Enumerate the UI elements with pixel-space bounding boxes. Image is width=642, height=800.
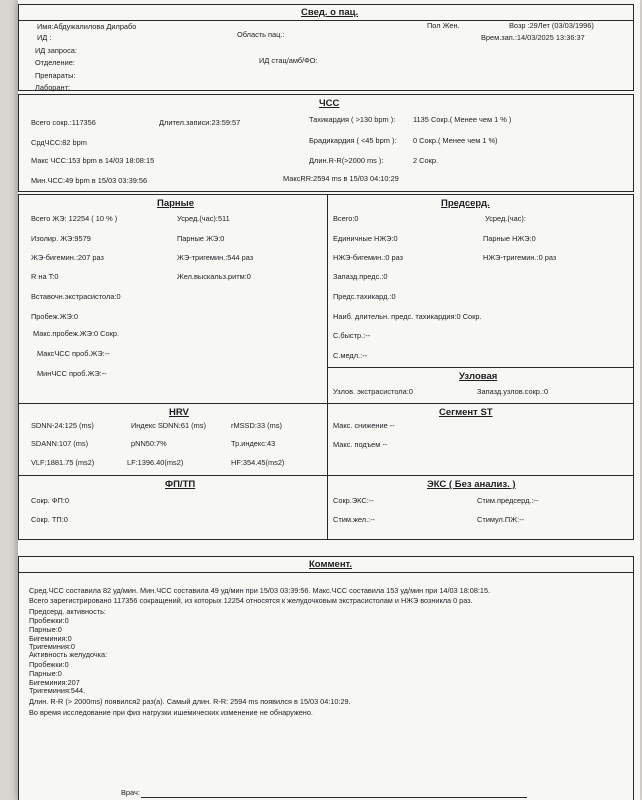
hrv-vlf: VLF:1881.75 (ms2) bbox=[31, 458, 95, 467]
nodal-title: Узловая bbox=[459, 371, 498, 382]
hrv-title: HRV bbox=[169, 407, 189, 418]
comment-line: Бигеминия:207 bbox=[29, 678, 80, 687]
stat-id: ИД стац/амб/ФО: bbox=[259, 56, 318, 65]
ve-total: Всего ЖЭ: 12254 ( 10 % ) bbox=[31, 214, 118, 223]
hr-tachy: Тахикардия ( >130 bpm ): bbox=[309, 115, 396, 124]
pacer-vent-dual: Стимул.ПЖ:-- bbox=[477, 515, 525, 524]
lab-tech: Лаборант: bbox=[35, 83, 71, 92]
hr-long-rr-value: 2 Сокр. bbox=[413, 156, 439, 165]
drugs: Препараты: bbox=[35, 71, 76, 80]
comment-line: Тригеминия:0 bbox=[29, 642, 75, 651]
record-time: Врем.зап.:14/03/2025 13:36:37 bbox=[481, 33, 585, 42]
comment-box bbox=[18, 556, 634, 800]
hrv-sdann: SDANN:107 (ms) bbox=[31, 439, 89, 448]
sve-avg: Усред.(час): bbox=[485, 214, 526, 223]
comment-line: Длин. R-R (> 2000ms) появился2 раз(а). Самый длин. R-R: 2594 ms появился в 15/03 04:10:29. bbox=[29, 697, 351, 706]
ve-interpolated: Вставочн.экстрасистола:0 bbox=[31, 292, 121, 301]
ve-r-on-t: R на T:0 bbox=[31, 272, 59, 281]
ve-bigeminy: ЖЭ-бигемин.:207 раз bbox=[31, 253, 104, 262]
sve-slow: С.медл.:-- bbox=[333, 351, 368, 360]
report-page bbox=[18, 0, 640, 800]
hr-brady-value: 0 Сокр.( Менее чем 1 %) bbox=[413, 136, 498, 145]
hrv-lf: LF:1396.40(ms2) bbox=[127, 458, 184, 467]
patient-name: Имя:Абдужалилова Дилрабо bbox=[37, 22, 137, 31]
arrhythmia-grid bbox=[18, 194, 634, 540]
hr-brady: Брадикардия ( <45 bpm ): bbox=[309, 136, 397, 145]
comment-line: Пробежки:0 bbox=[29, 660, 69, 669]
ve-min-hr-run: МинЧСС проб.ЖЭ:-- bbox=[37, 369, 107, 378]
ve-avg: Усред.(час):511 bbox=[177, 214, 230, 223]
sve-delayed: Запазд.предс.:0 bbox=[333, 272, 388, 281]
comment-line: Пробежки:0 bbox=[29, 616, 69, 625]
patient-sex: Пол Жен. bbox=[427, 21, 460, 30]
comment-line: Во время исследование при физ нагрузки ишемических изменение не обнаружено. bbox=[29, 708, 313, 717]
st-max-up: Макс. подъем -- bbox=[333, 440, 388, 449]
sve-trigeminy: НЖЭ-тригемин.:0 раз bbox=[483, 253, 557, 262]
hrv-hf: HF:354.45(ms2) bbox=[231, 458, 285, 467]
request-id: ИД запроса: bbox=[35, 46, 77, 55]
nodal-delayed: Запазд.узлов.сокр.:0 bbox=[477, 387, 549, 396]
hrv-sdnn24: SDNN-24:125 (ms) bbox=[31, 421, 94, 430]
hr-max-rr: МаксRR:2594 ms в 15/03 04:10:29 bbox=[283, 174, 399, 183]
heart-rate-box bbox=[18, 94, 634, 192]
hr-min: Мин.ЧСС:49 bpm в 15/03 03:39:56 bbox=[31, 176, 148, 185]
hrv-rmssd: rMSSD:33 (ms) bbox=[231, 421, 282, 430]
comment-title: Коммент. bbox=[309, 559, 353, 570]
comment-line: Предсерд. активность: bbox=[29, 607, 106, 616]
nodal-extrasystole: Узлов. экстрасистола:0 bbox=[333, 387, 413, 396]
comment-line: Всего зарегистрировано 117356 сокращений, из которых 12254 относятся к желудочковым экстрасистолам и НЖЭ возникла 0 раз. bbox=[29, 596, 473, 605]
patient-info-box bbox=[18, 4, 634, 91]
sve-pairs: Парные НЖЭ:0 bbox=[483, 234, 536, 243]
patient-region: Область пац.: bbox=[237, 30, 285, 39]
comment-line: Парные:0 bbox=[29, 625, 62, 634]
hrv-pnn50: pNN50:7% bbox=[131, 439, 167, 448]
department: Отделение: bbox=[35, 58, 75, 67]
sve-fast: С.быстр.:-- bbox=[333, 331, 371, 340]
pacer-beats: Сокр.ЭКС:-- bbox=[333, 496, 374, 505]
ve-max-hr-run: МаксЧСС проб.ЖЭ:-- bbox=[37, 349, 110, 358]
st-title: Сегмент ST bbox=[439, 407, 493, 418]
doctor-label: Врач: bbox=[121, 788, 140, 797]
st-max-down: Макс. снижение -- bbox=[333, 421, 395, 430]
sve-bigeminy: НЖЭ-бигемин.:0 раз bbox=[333, 253, 404, 262]
comment-line: Тригеминия:544. bbox=[29, 686, 86, 695]
ve-isolated: Изолир. ЖЭ:9579 bbox=[31, 234, 91, 243]
comment-line: Парные:0 bbox=[29, 669, 62, 678]
patient-age: Возр :29Лет (03/03/1996) bbox=[509, 21, 594, 30]
comment-line: Бигеминия:0 bbox=[29, 634, 72, 643]
heart-rate-title: ЧСС bbox=[319, 98, 340, 109]
hr-total: Всего сокр.:117356 bbox=[31, 118, 96, 127]
atrial-title: Предсерд. bbox=[441, 198, 490, 209]
hrv-tri-index: Тр.индекс:43 bbox=[231, 439, 276, 448]
pacer-vent: Стим.жел.:-- bbox=[333, 515, 376, 524]
aflutter-beats: Сокр. ТП:0 bbox=[31, 515, 68, 524]
hr-tachy-value: 1135 Сокр.( Менее чем 1 % ) bbox=[413, 115, 512, 124]
pacer-atrial: Стим.предсерд.:-- bbox=[477, 496, 539, 505]
patient-title: Свед. о пац. bbox=[301, 7, 359, 18]
hr-mean: СрдЧСС:82 bpm bbox=[31, 138, 87, 147]
sve-longest: Наиб. длительн. предс. тахикардия:0 Сокр. bbox=[333, 312, 482, 321]
ve-idioventricular: Жел.выскальз.ритм:0 bbox=[177, 272, 251, 281]
ve-runs: Пробеж.ЖЭ:0 bbox=[31, 312, 79, 321]
pacer-title: ЭКС ( Без анализ. ) bbox=[427, 479, 516, 490]
ve-pairs: Парные ЖЭ:0 bbox=[177, 234, 225, 243]
comment-line: Активность желудочка: bbox=[29, 650, 108, 659]
sve-total: Всего:0 bbox=[333, 214, 359, 223]
hr-long-rr: Длин.R-R(>2000 ms ): bbox=[309, 156, 384, 165]
sve-single: Единичные НЖЭ:0 bbox=[333, 234, 398, 243]
hrv-sdnn-index: Индекс SDNN:61 (ms) bbox=[131, 421, 206, 430]
ventricular-title: Парные bbox=[157, 198, 195, 209]
sve-tachy: Предс.тахикард.:0 bbox=[333, 292, 396, 301]
af-beats: Сокр. ФП:0 bbox=[31, 496, 69, 505]
hr-duration: Длител.записи:23:59:57 bbox=[159, 118, 241, 127]
ve-trigeminy: ЖЭ-тригемин.:544 раз bbox=[177, 253, 254, 262]
hr-max: Макс ЧСС:153 bpm в 14/03 18:08:15 bbox=[31, 156, 155, 165]
comment-line: Сред.ЧСС составила 82 уд/мин. Мин.ЧСС составила 49 уд/мин при 15/03 03:39:56. Макс.ЧСС составила 153 уд/мин при 14/03 18:08:15. bbox=[29, 586, 491, 595]
af-title: ФП/ТП bbox=[165, 479, 196, 490]
patient-id: ИД : bbox=[37, 33, 52, 42]
signature-line bbox=[141, 797, 527, 798]
ve-max-run: Макс.пробеж.ЖЭ:0 Сокр. bbox=[33, 329, 120, 338]
